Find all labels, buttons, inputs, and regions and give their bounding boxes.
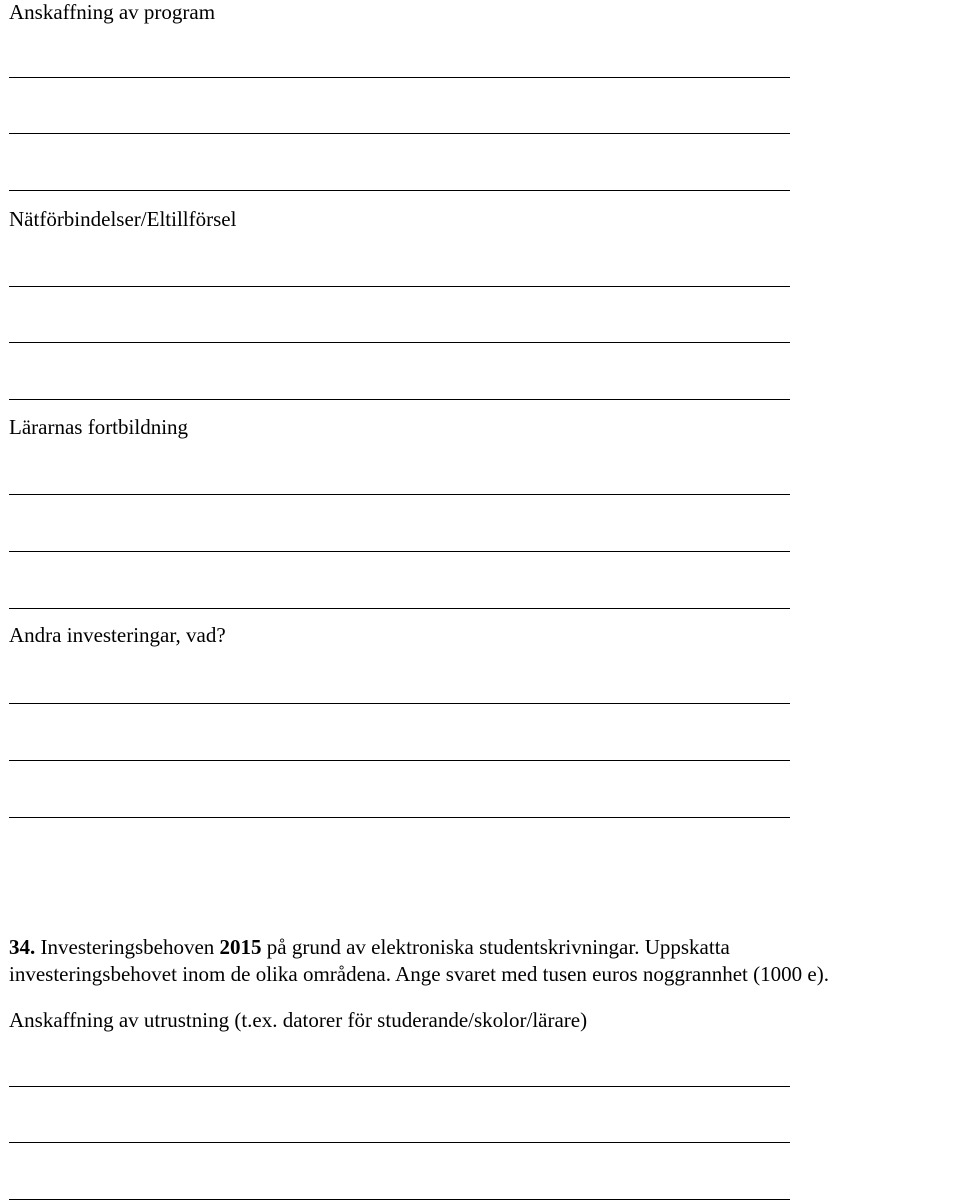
answer-line[interactable] [9,1199,790,1200]
answer-line[interactable] [9,77,790,78]
answer-line[interactable] [9,342,790,343]
answer-line[interactable] [9,760,790,761]
question-year: 2015 [219,935,262,959]
answer-line[interactable] [9,133,790,134]
answer-line[interactable] [9,399,790,400]
question-text-part2: på grund av elektroniska studentskrivningar. Uppskatta [261,935,730,959]
answer-line[interactable] [9,608,790,609]
section-label-program: Anskaffning av program [9,0,216,24]
answer-line[interactable] [9,817,790,818]
answer-line[interactable] [9,551,790,552]
question-text-line2: investeringsbehovet inom de olika områdena. Ange svaret med tusen euros noggrannhet (1000 e). [9,962,829,986]
answer-line[interactable] [9,286,790,287]
section-label-equipment: Anskaffning av utrustning (t.ex. datorer för studerande/skolor/lärare) [9,1008,588,1032]
question-heading [9,935,730,959]
section-label-training: Lärarnas fortbildning [9,415,189,439]
answer-line[interactable] [9,703,790,704]
section-label-other: Andra investeringar, vad? [9,623,226,647]
answer-line[interactable] [9,190,790,191]
section-label-network: Nätförbindelser/Eltillförsel [9,207,237,231]
answer-line[interactable] [9,1142,790,1143]
answer-line[interactable] [9,494,790,495]
question-number: 34. [9,935,36,959]
question-text-part1: Investeringsbehoven [35,935,220,959]
answer-line[interactable] [9,1086,790,1087]
